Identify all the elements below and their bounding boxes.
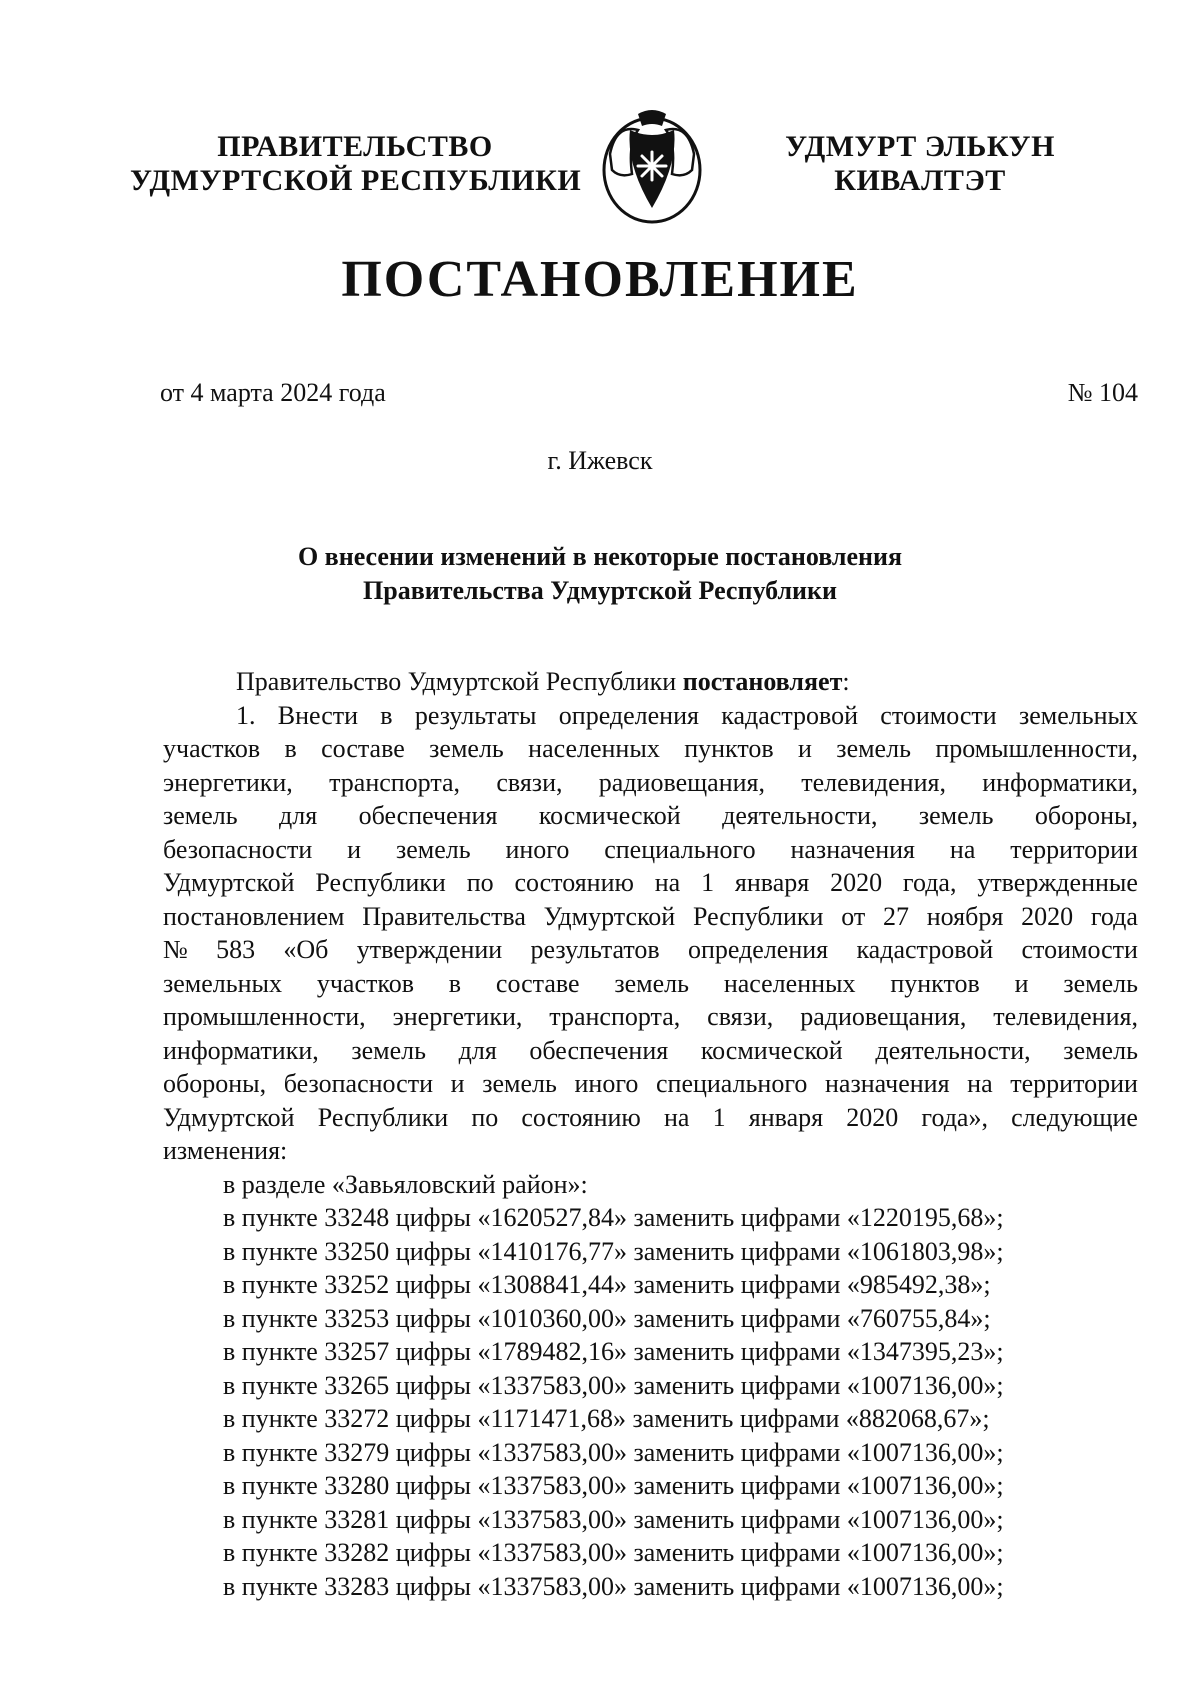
document-date: от 4 марта 2024 года [160,378,386,407]
list-item: в пункте 33250 цифры «1410176,77» заменить цифрами «1061803,98»; [223,1236,1004,1266]
preamble [163,665,1138,699]
header-left-line1: ПРАВИТЕЛЬСТВО [217,130,493,163]
list-item: в пункте 33248 цифры «1620527,84» заменить цифрами «1220195,68»; [223,1203,1004,1232]
paragraph-line: Удмуртской Республики по состоянию на 1 января 2020 года», следующие [163,1102,1138,1132]
section-line: в разделе «Завьяловский район»: [223,1169,588,1199]
paragraph-line: безопасности и земель иного специального назначения на территории [163,834,1138,864]
paragraph-line: 1. Внести в результаты определения кадастровой стоимости земельных [236,700,1138,730]
paragraph-line: постановлением Правительства Удмуртской Республики от 27 ноября 2020 года [163,901,1138,931]
paragraph-line: земель для обеспечения космической деятельности, земель обороны, [163,801,1138,830]
header-right-line2: КИВАЛТЭТ [834,164,1006,197]
document-body [163,665,1138,1603]
preamble-bold: постановляет [682,667,843,696]
list-item: в пункте 33279 цифры «1337583,00» заменить цифрами «1007136,00»; [223,1437,1004,1467]
change-list [163,1201,1138,1603]
header-right [760,130,1080,198]
list-item: в пункте 33272 цифры «1171471,68» заменить цифрами «882068,67»; [223,1404,990,1433]
list-item: в пункте 33257 цифры «1789482,16» заменить цифрами «1347395,23»; [223,1337,1004,1366]
paragraph-1 [163,699,1138,1135]
paragraph-line: Удмуртской Республики по состоянию на 1 января 2020 года, утвержденные [163,868,1138,897]
document-type: ПОСТАНОВЛЕНИЕ [341,251,859,308]
paragraph-line: информатики, земель для обеспечения космической деятельности, земель [163,1035,1138,1065]
paragraph-line: № 583 «Об утверждении результатов определения кадастровой стоимости [163,935,1138,964]
coat-of-arms-icon [598,104,706,228]
list-item: в пункте 33281 цифры «1337583,00» заменить цифрами «1007136,00»; [223,1504,1004,1534]
title-line2: Правительства Удмуртской Республики [363,576,837,605]
list-item: в пункте 33280 цифры «1337583,00» заменить цифрами «1007136,00»; [223,1471,1004,1500]
document-number: № 104 [1067,378,1138,407]
paragraph-line: энергетики, транспорта, связи, радиовещания, телевидения, информатики, [163,767,1138,797]
preamble-end: : [842,667,850,696]
list-item: в пункте 33252 цифры «1308841,44» заменить цифрами «985492,38»; [223,1270,991,1299]
list-item: в пункте 33283 цифры «1337583,00» заменить цифрами «1007136,00»; [223,1571,1004,1601]
paragraph-line: земельных участков в составе земель населенных пунктов и земель [163,968,1138,998]
header-left [130,130,580,198]
paragraph-line: обороны, безопасности и земель иного специального назначения на территории [163,1069,1138,1098]
list-item: в пункте 33253 цифры «1010360,00» заменить цифрами «760755,84»; [223,1303,991,1333]
title-line1: О внесении изменений в некоторые постановления [297,542,903,571]
preamble-text: Правительство Удмуртской Республики [236,667,683,696]
paragraph-line: участков в составе земель населенных пунктов и земель промышленности, [163,734,1138,763]
list-item: в пункте 33282 цифры «1337583,00» заменить цифрами «1007136,00»; [223,1538,1004,1567]
document-title [0,540,1200,608]
header-right-line1: УДМУРТ ЭЛЬКУН [785,130,1055,163]
paragraph-1-last: изменения: [163,1136,288,1165]
header-left-line2: УДМУРТСКОЙ РЕСПУБЛИКИ [130,164,582,197]
list-item: в пункте 33265 цифры «1337583,00» заменить цифрами «1007136,00»; [223,1370,1004,1400]
paragraph-line: промышленности, энергетики, транспорта, связи, радиовещания, телевидения, [163,1002,1138,1031]
document-city: г. Ижевск [547,446,653,475]
